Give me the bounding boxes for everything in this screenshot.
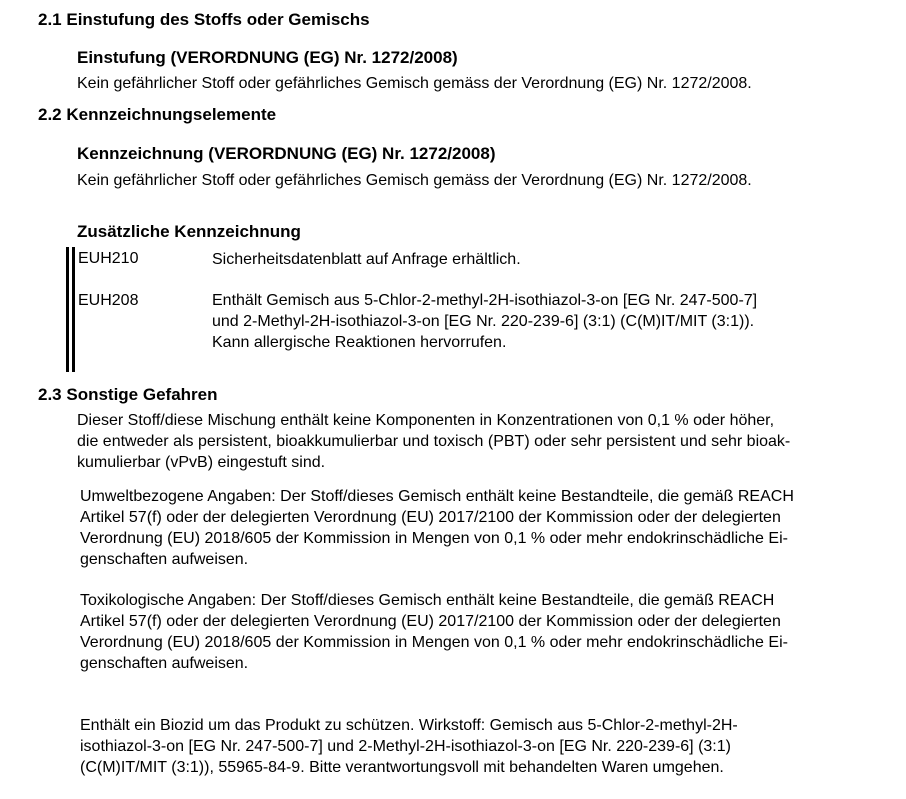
labelling-subheading: Kennzeichnung (VERORDNUNG (EG) Nr. 1272/2008)	[77, 144, 496, 163]
section-2-2-heading: 2.2 Kennzeichnungselemente	[38, 105, 277, 124]
labelling-text: Kein gefährlicher Stoff oder gefährliches Gemisch gemäss der Verordnung (EG) Nr. 1272/2008.	[77, 172, 752, 189]
revision-bar	[66, 247, 69, 372]
section-2-1-heading: 2.1 Einstufung des Stoffs oder Gemischs	[38, 10, 370, 29]
classification-subheading: Einstufung (VERORDNUNG (EG) Nr. 1272/2008)	[77, 48, 458, 67]
environmental-paragraph-line: Umweltbezogene Angaben: Der Stoff/dieses Gemisch enthält keine Bestandteile, die gemäß REACH	[80, 488, 794, 505]
toxicological-paragraph-line: Artikel 57(f) oder der delegierten Verordnung (EU) 2017/2100 der Kommission oder der delegierten	[80, 613, 781, 630]
additional-labelling-heading: Zusätzliche Kennzeichnung	[77, 222, 301, 241]
biocide-paragraph-line: Enthält ein Biozid um das Produkt zu schützen. Wirkstoff: Gemisch aus 5-Chlor-2-methyl-2H-	[80, 717, 738, 734]
pbt-paragraph-line: Dieser Stoff/diese Mischung enthält keine Komponenten in Konzentrationen von 0,1 % oder höher,	[77, 412, 775, 429]
hazard-code-euh210: EUH210	[78, 250, 139, 267]
hazard-code-euh208: EUH208	[78, 292, 139, 309]
hazard-statement-euh208-line: Kann allergische Reaktionen hervorrufen.	[212, 334, 507, 351]
environmental-paragraph-line: genschaften aufweisen.	[80, 551, 249, 568]
hazard-statement-euh208-line: Enthält Gemisch aus 5-Chlor-2-methyl-2H-isothiazol-3-on [EG Nr. 247-500-7]	[212, 292, 758, 309]
toxicological-paragraph-line: Toxikologische Angaben: Der Stoff/dieses Gemisch enthält keine Bestandteile, die gemäß REACH	[80, 592, 775, 609]
revision-bar	[72, 247, 75, 372]
biocide-paragraph-line: (C(M)IT/MIT (3:1)), 55965-84-9. Bitte verantwortungsvoll mit behandelten Waren umgehen.	[80, 759, 724, 776]
environmental-paragraph-line: Artikel 57(f) oder der delegierten Verordnung (EU) 2017/2100 der Kommission oder der delegierten	[80, 509, 781, 526]
hazard-statement-euh208-line: und 2-Methyl-2H-isothiazol-3-on [EG Nr. 220-239-6] (3:1) (C(M)IT/MIT (3:1)).	[212, 313, 755, 330]
toxicological-paragraph-line: genschaften aufweisen.	[80, 655, 249, 672]
pbt-paragraph-line: kumulierbar (vPvB) eingestuft sind.	[77, 454, 326, 471]
biocide-paragraph-line: isothiazol-3-on [EG Nr. 247-500-7] und 2-Methyl-2H-isothiazol-3-on [EG Nr. 220-239-6] (3:1)	[80, 738, 731, 755]
pbt-paragraph-line: die entweder als persistent, bioakkumulierbar und toxisch (PBT) oder sehr persistent und sehr bioak-	[77, 433, 791, 450]
section-2-3-heading: 2.3 Sonstige Gefahren	[38, 385, 218, 404]
environmental-paragraph-line: Verordnung (EU) 2018/605 der Kommission in Mengen von 0,1 % oder mehr endokrinschädliche Ei-	[80, 530, 788, 547]
toxicological-paragraph-line: Verordnung (EU) 2018/605 der Kommission in Mengen von 0,1 % oder mehr endokrinschädliche Ei-	[80, 634, 788, 651]
classification-text: Kein gefährlicher Stoff oder gefährliches Gemisch gemäss der Verordnung (EG) Nr. 1272/2008.	[77, 75, 752, 92]
hazard-statement-euh210: Sicherheitsdatenblatt auf Anfrage erhältlich.	[212, 251, 521, 268]
